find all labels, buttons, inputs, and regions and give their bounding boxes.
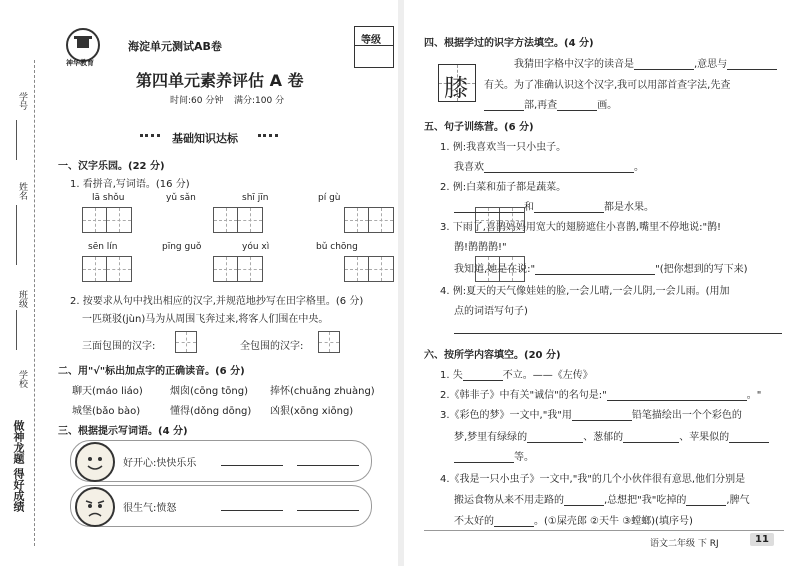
pinyin-label: sēn lín [88,242,118,252]
section-6-q3-end: 等。 [454,448,534,463]
section-6-q1: 1. 失 不立。——《左传》 [440,370,593,381]
target-character: 膝 [444,74,468,102]
answer-line[interactable] [221,510,283,511]
section-6-q4: 4.《我是一只小虫子》一文中,"我"的几个小伙伴很有意思,他们分别是 [440,474,746,485]
answer-line[interactable] [572,420,632,421]
answer-grid[interactable] [213,256,263,282]
section-2-title: 二、用"√"标出加点字的正确读音。(6 分) [58,366,245,377]
section-5-q2: 2. 例:白菜和茄子都是蔬菜。 [440,182,567,193]
pinyin-label: yóu xì [242,242,270,252]
answer-line[interactable] [564,505,604,506]
left-page [0,0,395,566]
page-gutter [398,0,404,566]
section-4-line1: 我猜田字格中汉字的读音是 ,意思与 [514,55,777,70]
hint-card-happy: 好开心:快快乐乐 [70,440,372,482]
pinyin-label: lā shǒu [92,193,125,203]
three-side-grid[interactable] [175,331,197,353]
header [66,22,381,112]
section-3-title: 三、根据提示写词语。(4 分) [58,426,188,437]
section-5-q3: 3. 下雨了,喜鹊妈妈用宽大的翅膀遮住小喜鹊,嘴里不停地说:"鹊! [440,222,722,233]
section-1-title: 一、汉字乐园。(22 分) [58,161,165,172]
answer-grid[interactable] [344,207,394,233]
score-info: 满分:100 分 [234,96,285,106]
section-4-line2: 有关。为了准确认识这个汉字,我可以用部首查字法,先查 [484,80,731,91]
full-enclose-label: 全包围的汉字: [240,341,304,352]
brand-logo [66,28,100,62]
class-label: 班级 [17,290,27,308]
pronunciation-item[interactable]: 凶狠(xōng xiōng) [270,406,354,417]
answer-line[interactable] [297,465,359,466]
section-6-title: 六、按所学内容填空。(20 分) [424,350,561,361]
section-5-q2-answer: 和 都是水果。 [454,198,654,213]
pinyin-label: bǔ chōng [316,242,358,252]
pinyin-label: pīng guǒ [162,242,202,252]
answer-line[interactable] [484,172,634,173]
section-6-q4-cont: 搬运食物从来不用走路的 ,总想把"我"吃掉的 ,脾气 [454,495,750,506]
series-name: 海淀单元测试AB卷 [128,40,222,53]
page-title: 第四单元素养评估 A 卷 [136,71,304,90]
slogan: 做神龙题 得好成绩 [12,420,25,512]
answer-line[interactable] [454,462,514,463]
section-6-q3-cont: 梦,梦里有绿绿的 、葱郁的 、苹果似的 [454,428,769,443]
section-6-q4-end: 不太好的 。(①屎壳郎 ②天牛 ③螳螂)(填序号) [454,516,693,527]
answer-line[interactable] [557,110,597,111]
answer-line[interactable] [607,400,747,401]
section-4-title: 四、根据学过的识字方法填空。(4 分) [424,38,594,49]
school-label: 学校 [17,370,27,388]
section-5-q3-answer: 我知道,她是在说:" "(把你想到的写下来) [454,264,748,275]
grade-box: 等级 [354,26,394,68]
answer-line[interactable] [463,380,503,381]
student-id-label: 学号 [17,92,27,110]
char-box [438,64,476,102]
pinyin-row-1 [82,193,372,237]
brand-name: 神华教育 [66,59,94,67]
section-banner: 基础知识达标 [140,128,280,146]
pinyin-label: pí gù [318,193,341,203]
footer-rule [424,530,784,531]
section-6-q2: 2.《韩非子》中有关"诚信"的名句是:" 。" [440,390,762,401]
pronunciation-item[interactable]: 烟囱(cōng tōng) [170,386,249,397]
pinyin-label: yǔ sǎn [166,193,196,203]
answer-line[interactable] [623,442,679,443]
answer-line[interactable] [634,69,694,70]
answer-line[interactable] [454,333,782,334]
happy-face-icon [75,442,115,482]
section-5-q1: 1. 例:我喜欢当一只小虫子。 [440,142,567,153]
section-5-q4b: 点的词语写句子) [454,306,528,317]
answer-line[interactable] [297,510,359,511]
footer-subject: 语文二年级 下 RJ [650,539,719,549]
section-1-q1: 1. 看拼音,写词语。(16 分) [70,179,190,190]
section-5-q4: 4. 例:夏天的天气像娃娃的脸,一会儿晴,一会儿阴,一会儿雨。(用加 [440,286,730,297]
pronunciation-item[interactable]: 懂得(dǒng dōng) [170,406,252,417]
right-page [410,0,800,566]
answer-grid[interactable] [344,256,394,282]
page-number: 11 [750,533,774,546]
pronunciation-item[interactable]: 聊天(máo liáo) [72,386,143,397]
three-side-label: 三面包围的汉字: [82,341,156,352]
answer-line[interactable] [686,505,726,506]
hint-card-angry: 很生气:愤怒 [70,485,372,527]
answer-line[interactable] [454,212,524,213]
full-enclose-grid[interactable] [318,331,340,353]
section-5-q3b: 鹊!鹊鹊鹊!" [454,242,507,253]
answer-line[interactable] [527,442,583,443]
section-5-title: 五、句子训练营。(6 分) [424,122,534,133]
answer-line[interactable] [729,442,769,443]
pronunciation-item[interactable]: 城堡(bǎo bào) [72,406,141,417]
angry-face-icon [75,487,115,527]
pinyin-label: shī jīn [242,193,269,203]
time-info: 时间:60 分钟 [170,96,224,106]
answer-grid[interactable] [82,256,132,282]
answer-line[interactable] [727,69,777,70]
answer-line[interactable] [535,274,655,275]
answer-line[interactable] [484,110,524,111]
section-4-line3: 部,再查 画。 [484,96,617,111]
section-1-q2: 2. 按要求从句中找出相应的汉字,并规范地抄写在田字格里。(6 分) [70,296,364,307]
answer-line[interactable] [494,526,534,527]
section-6-q3: 3.《彩色的梦》一文中,"我"用 铅笔描绘出一个个彩色的 [440,410,742,421]
name-label: 姓名 [17,182,27,200]
pronunciation-item[interactable]: 捧怀(chuǎng zhuàng) [270,386,375,397]
answer-grid[interactable] [82,207,132,233]
answer-line[interactable] [221,465,283,466]
answer-grid[interactable] [213,207,263,233]
binding-sidebar [4,0,52,566]
answer-line[interactable] [534,212,604,213]
section-5-q1-answer: 我喜欢 。 [454,162,644,173]
pinyin-row-2 [82,242,372,286]
section-1-q2-sentence: 一匹斑驳(jùn)马为从周围飞奔过来,将客人们围在中央。 [82,314,329,325]
